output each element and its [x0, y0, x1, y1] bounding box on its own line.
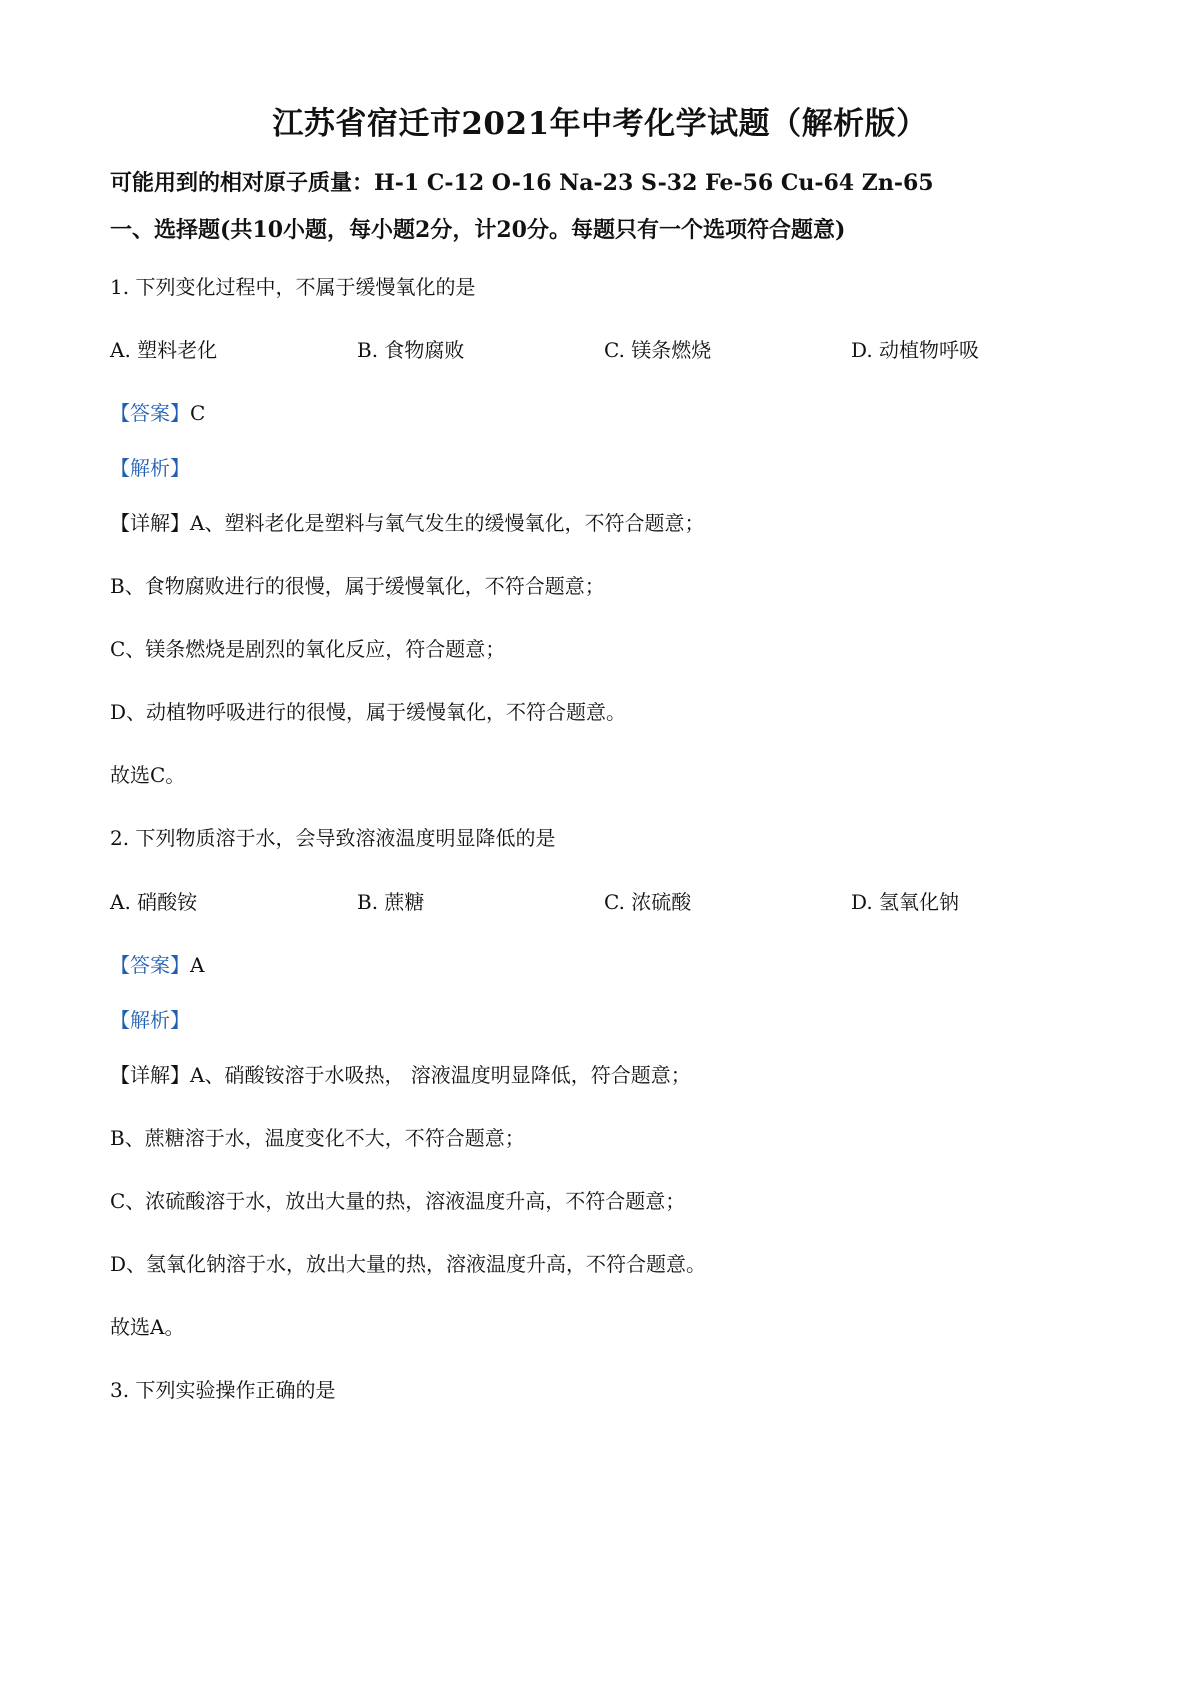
- atomic-masses-line: 可能用到的相对原子质量：H-1 C-12 O-16 Na-23 S-32 Fe-56 Cu-64 Zn-65: [110, 170, 934, 196]
- q1-conclusion: 故选C。: [110, 763, 186, 787]
- q2-option-d: D. 氢氧化钠: [851, 890, 960, 914]
- q1-answer-value: C: [190, 401, 206, 425]
- q1-analysis-label: 【解析】: [110, 456, 190, 480]
- q2-stem: 2. 下列物质溶于水，会导致溶液温度明显降低的是: [110, 826, 556, 850]
- q2-detail-a-line: [110, 1059, 691, 1088]
- q1-option-a: A. 塑料老化: [110, 338, 218, 362]
- q2-analysis-label: 【解析】: [110, 1008, 190, 1032]
- q1-detail-b: B、食物腐败进行的很慢，属于缓慢氧化，不符合题意；: [110, 574, 605, 598]
- q1-detail-a: A、塑料老化是塑料与氧气发生的缓慢氧化，不符合题意；: [190, 511, 705, 535]
- q1-detail-c: C、镁条燃烧是剧烈的氧化反应，符合题意；: [110, 637, 506, 661]
- q2-option-a: A. 硝酸铵: [110, 890, 198, 914]
- section-header: 一、选择题(共10小题，每小题2分，计20分。每题只有一个选项符合题意): [110, 217, 846, 243]
- q2-option-c: C. 浓硫酸: [604, 890, 692, 914]
- q1-detail-a-line: [110, 507, 704, 536]
- q1-option-d: D. 动植物呼吸: [851, 338, 980, 362]
- q2-option-b: B. 蔗糖: [357, 890, 425, 914]
- q1-option-b: B. 食物腐败: [357, 338, 465, 362]
- q2-detail-b: B、蔗糖溶于水，温度变化不大，不符合题意；: [110, 1126, 525, 1150]
- q2-detail-label: 【详解】: [110, 1063, 190, 1087]
- q3-stem: 3. 下列实验操作正确的是: [110, 1378, 336, 1402]
- q2-answer-line: [110, 949, 204, 978]
- q2-answer-label: 【答案】: [110, 953, 190, 977]
- q1-stem: 1. 下列变化过程中，不属于缓慢氧化的是: [110, 275, 476, 299]
- q2-detail-c: C、浓硫酸溶于水，放出大量的热，溶液温度升高，不符合题意；: [110, 1189, 686, 1213]
- q2-analysis-label-line: [110, 1004, 190, 1033]
- q1-detail-d: D、动植物呼吸进行的很慢，属于缓慢氧化，不符合题意。: [110, 700, 627, 724]
- q2-answer-value: A: [190, 953, 205, 977]
- q1-analysis-label-line: [110, 452, 190, 481]
- q1-answer-line: [110, 397, 205, 426]
- q1-answer-label: 【答案】: [110, 401, 190, 425]
- q2-conclusion: 故选A。: [110, 1315, 185, 1339]
- q1-detail-label: 【详解】: [110, 511, 190, 535]
- q2-detail-d: D、氢氧化钠溶于水，放出大量的热，溶液温度升高，不符合题意。: [110, 1252, 707, 1276]
- q2-detail-a: A、硝酸铵溶于水吸热， 溶液温度明显降低，符合题意；: [190, 1063, 691, 1087]
- q1-option-c: C. 镁条燃烧: [604, 338, 712, 362]
- document-title: 江苏省宿迁市2021年中考化学试题（解析版）: [272, 106, 928, 142]
